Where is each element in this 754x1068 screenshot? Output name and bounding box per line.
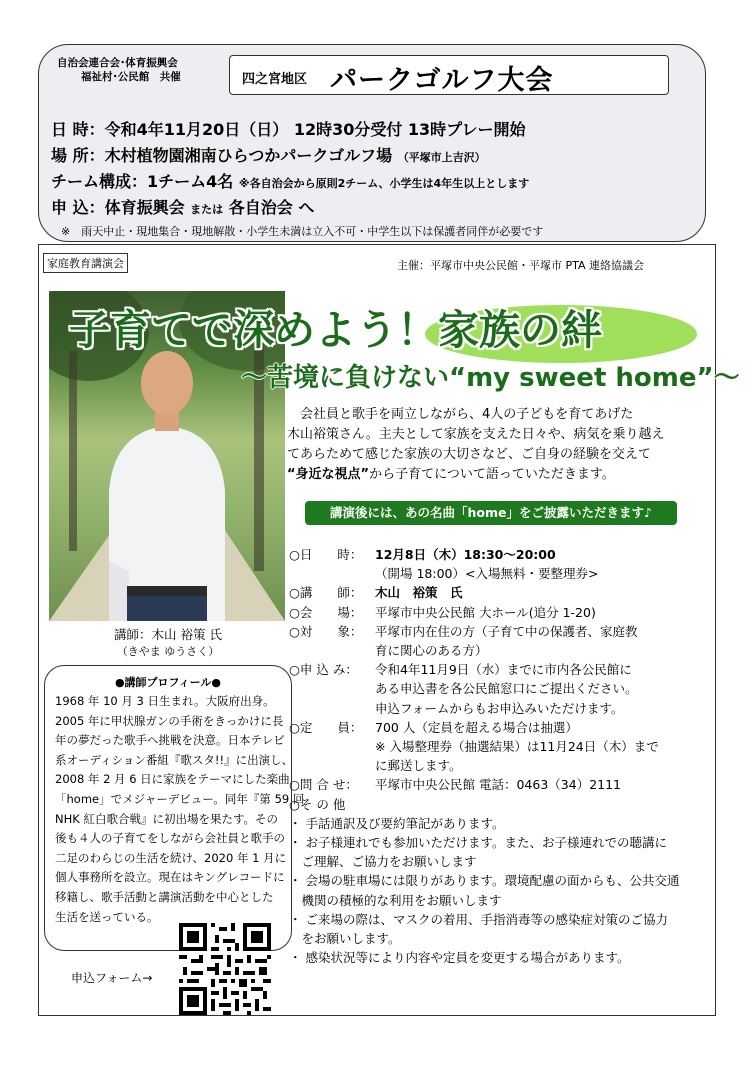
lecturer-profile-box	[44, 665, 305, 951]
event-apply: 申 込：体育振興会 または 各自治会 へ	[51, 198, 315, 217]
event-team: チーム構成：1チーム4名 ※各自治会から原則2チーム、小学生は4年生以上とします	[51, 172, 530, 191]
home-song-banner: 講演後には、あの名曲「home」をご披露いただきます♪	[305, 501, 677, 525]
event-title-box	[229, 55, 669, 95]
seminar-box	[38, 244, 740, 1016]
event-place: 場 所：木村植物園湘南ひらつかパークゴルフ場 （平塚市上吉沢）	[51, 146, 486, 165]
profile-title: ●講師プロフィール●	[114, 676, 222, 689]
district-name: 四之宮地区	[242, 72, 308, 87]
event-title: パークゴルフ大会	[330, 65, 554, 96]
apply-form-label: 申込フォーム→	[71, 971, 153, 985]
organizers-line2: 福祉村･公民館 共催	[81, 71, 181, 83]
organizers-line1: 自治会連合会･体育振興会	[57, 57, 178, 69]
seminar-details: ○日 時： 12月8日（木）18:30～20:00 （開場 18:00）<入場無料・要整理券> ○講 師： 木山 裕策 氏 ○会 場： 平塚市中央公民館 大ホール(追分 1-20) ○対 象： 平塚市内在住の方（子育て中の保護者、家庭教 育に関心のある方） ○申 込 み： 令和4年11月9日（水）までに市内各公民館に ある申込書を各公民館窓口にご提出ください。 申込フォームからもお申込みいただけます。 ○定 員： 700 人（定員を超える場合は抽選） ※ 入場整理券（抽選結果）は11月24日（木）まで に郵送します。 ○問 合 せ： 平塚市中央公民館 電話：0463（34）2111 ○そ の 他 ・ 手話通訳及び要約筆記があります。 ・ お子様連れでも参加いただけます。また、お子様連れでの聴講に ご理解、ご協力をお願いします ・ 会場の駐車場には限りがあります。環境配慮の面からも、公共交通 機関の積極的な利用をお願いします ・ ご来場の際は、マスクの着用、手指消毒等の感染症対策のご協力 をお願いします。 ・ 感染状況等により内容や定員を変更する場合があります。	[289, 547, 680, 966]
seminar-subheadline: ～苦境に負けない“my sweet home”～	[241, 363, 740, 393]
seminar-tag: 家庭教育講演会	[43, 253, 128, 273]
event-note: ※ 雨天中止・現地集合・現地解散・小学生未満は立入不可・中学生以下は保護者同伴が必要です	[61, 225, 544, 238]
qr-code-icon[interactable]	[179, 923, 271, 1015]
seminar-description: 会社員と歌手を両立しながら、4人の子どもを育てあげた 木山裕策さん。主夫として家族を支えた日々や、病気を乗り越え てあらためて感じた家族の大切さなど、ご自身の経験を交えて “身近な視点”から子育てについて語っていただきます。	[287, 407, 665, 482]
lecturer-caption: 講師：木山 裕策 氏	[114, 627, 222, 642]
lecturer-kana: （きやま ゆうさく）	[116, 645, 220, 658]
golf-event-box	[38, 44, 706, 242]
seminar-headline: 子育てで深めよう！家族の絆	[69, 306, 602, 354]
seminar-organizer: 主催：平塚市中央公民館・平塚市 PTA 連絡協議会	[397, 259, 645, 272]
event-date: 日 時：令和4年11月20日（日） 12時30分受付 13時プレー開始	[51, 120, 526, 139]
profile-text: 1968 年 10 月 3 日生まれ。大阪府出身。 2005 年に甲状腺ガンの手術をきっかけに長 年の夢だった歌手へ挑戦を決意。日本テレビ 系オーディション番組『歌スタ!!』に出演し、 2008 年 2 月 6 日に家族をテーマにした楽曲 「home」でメジャーデビュー。同年『第 59 回 NHK 紅白歌合戦』に初出場を果たす。その 後も４人の子育てをしながら会社員と歌手の 二足のわらじの生活を続け、2020 年 1 月に 個人事務所を設立。現在はキングレコードに 移籍し、歌手活動と講演活動を中心とした 生活を送っている。	[55, 694, 305, 924]
